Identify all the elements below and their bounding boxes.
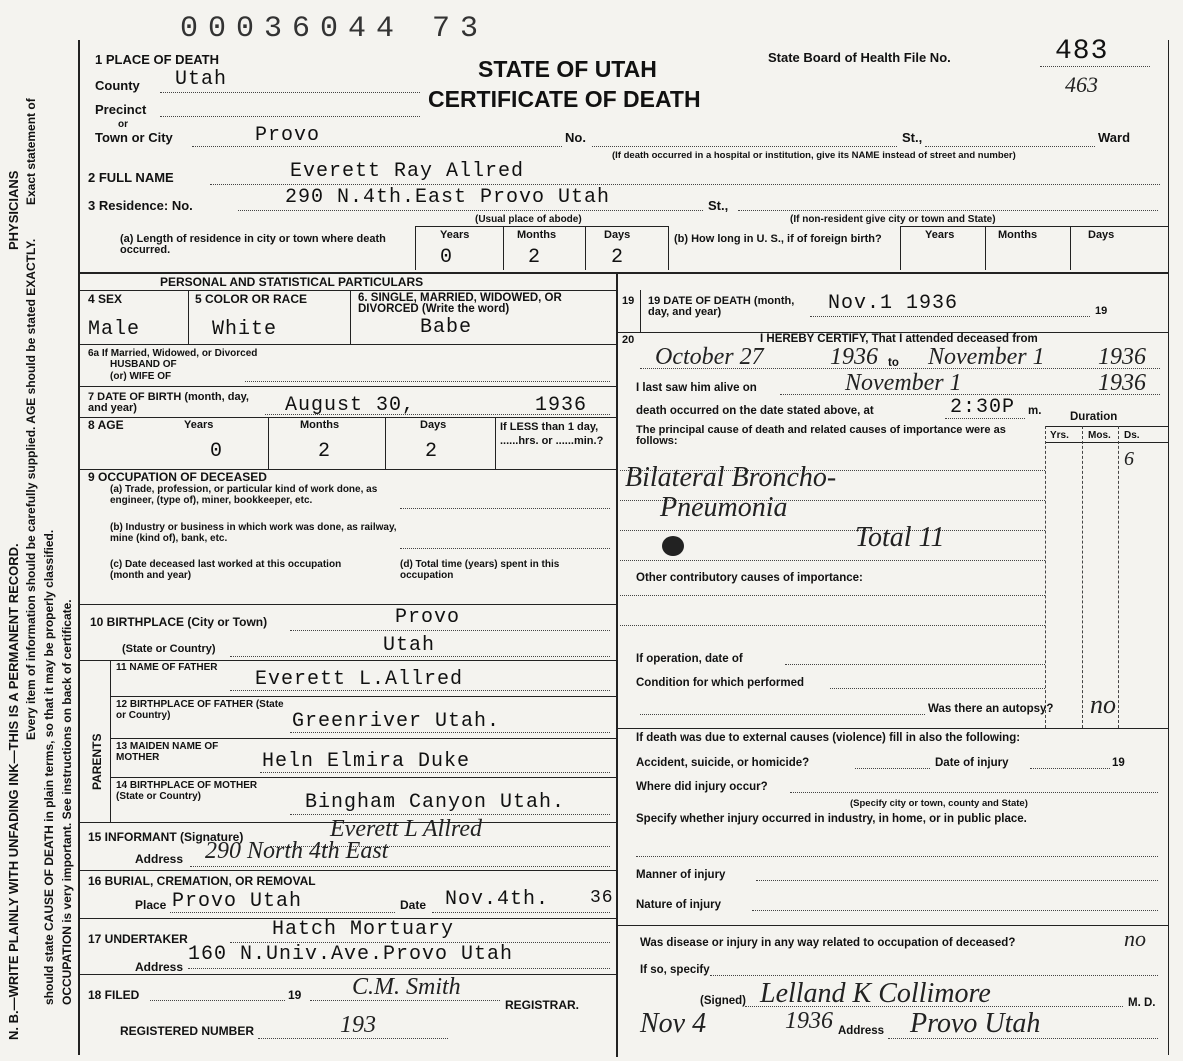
dod-label: 19 DATE OF DEATH (month, day, and year)	[648, 295, 795, 318]
occurred-label: death occurred on the date stated above, at	[636, 405, 874, 417]
occupation-a-label: (a) Trade, profession, or particular kind of work done, as engineer, (type of), miner, bookkeeper, etc.	[110, 484, 378, 506]
parents-label: PARENTS	[90, 733, 104, 790]
duration-mos-label: Mos.	[1088, 430, 1111, 441]
last-saw-value: November 1	[845, 370, 962, 396]
nature-label: Nature of injury	[636, 899, 721, 911]
duration-yrs-label: Yrs.	[1050, 430, 1069, 441]
age-days-value: 2	[425, 440, 439, 463]
place-of-death-label: 1 PLACE OF DEATH	[95, 52, 219, 67]
frame-right	[1168, 40, 1169, 1055]
town-st-label: St.,	[902, 130, 923, 145]
spouse-label-2: HUSBAND OF	[110, 359, 177, 370]
board-file-number: 483	[1055, 36, 1109, 67]
burial-year-value: 36	[590, 888, 614, 908]
cause-label: The principal cause of death and related causes of importance were as follows:	[636, 424, 1006, 447]
autopsy-label: Was there an autopsy?	[928, 703, 1054, 715]
margin-note-1b: PHYSICIANS	[6, 170, 21, 250]
full-name-label: 2 FULL NAME	[88, 170, 174, 185]
margin-note-2: Every item of information should be carefully supplied. AGE should be stated EXACTLY.	[24, 238, 38, 740]
occupation-label: 9 OCCUPATION OF DECEASED	[88, 470, 267, 484]
county-label: County	[95, 78, 140, 93]
us-residence-label: (b) How long in U. S., if of foreign birth?	[674, 233, 882, 245]
mother-birthplace-label: 14 BIRTHPLACE OF MOTHER (State or Country)	[116, 780, 258, 802]
res-months-label: Months	[517, 229, 557, 241]
board-file-label: State Board of Health File No.	[768, 50, 951, 65]
ink-blot	[662, 536, 684, 556]
duration-ds-value: 6	[1124, 448, 1134, 470]
filed-label: 18 FILED	[88, 988, 140, 1002]
hospital-note: (If death occurred in a hospital or institution, give its NAME instead of street and number)	[612, 150, 1016, 161]
occupation-b-label: (b) Industry or business in which work was done, as railway, mine (kind of), bank, etc.	[110, 522, 397, 544]
undertaker-label: 17 UNDERTAKER	[88, 932, 188, 946]
us-days-label: Days	[1088, 229, 1115, 241]
manner-label: Manner of injury	[636, 869, 726, 881]
margin-note-4: OCCUPATION is very important. See instructions on back of certificate.	[60, 599, 74, 1005]
operation-label: If operation, date of	[636, 653, 743, 665]
dob-value: August 30,	[285, 394, 416, 417]
sex-label: 4 SEX	[88, 292, 123, 306]
color-label: 5 COLOR OR RACE	[195, 292, 308, 306]
undertaker-value: Hatch Mortuary	[272, 918, 455, 941]
last-saw-year: 1936	[1098, 370, 1146, 396]
less-than-day-label: If LESS than 1 day, ......hrs. or ......min.?	[500, 421, 604, 447]
cause-1: Bilateral Broncho-	[625, 462, 837, 493]
birthplace-state-value: Utah	[383, 634, 436, 657]
full-name-value: Everett Ray Allred	[290, 160, 525, 183]
board-file-number-handwritten: 463	[1065, 72, 1098, 97]
dob-label: 7 DATE OF BIRTH (month, day, and year)	[88, 391, 249, 414]
birthplace-label: 10 BIRTHPLACE (City or Town)	[90, 615, 268, 629]
informant-address: 290 North 4th East	[205, 838, 389, 864]
state-title: STATE OF UTAH	[478, 56, 657, 82]
registrar-signature: C.M. Smith	[352, 974, 461, 1000]
burial-date-value: Nov.4th.	[445, 888, 550, 911]
father-birthplace-label: 12 BIRTHPLACE OF FATHER (State or Country)	[116, 699, 284, 721]
father-value: Everett L.Allred	[255, 668, 464, 691]
res-days-label: Days	[604, 229, 631, 241]
occupation-related-value: no	[1124, 926, 1146, 951]
age-label: 8 AGE	[88, 418, 124, 432]
margin-note-3: should state CAUSE OF DEATH in plain terms, so that it may be properly classified.	[42, 529, 56, 1005]
industry-label: Specify whether injury occurred in industry, in home, or in public place.	[636, 813, 1027, 825]
cause-3: Total 11	[855, 522, 945, 553]
filed-nineteen: 19	[288, 988, 302, 1002]
attend-to: November 1	[928, 344, 1045, 370]
autopsy-value: no	[1090, 690, 1116, 719]
attend-to-label: to	[888, 357, 899, 369]
injury-date-label: Date of injury	[935, 757, 1009, 769]
mother-label: 13 MAIDEN NAME OF MOTHER	[116, 741, 219, 763]
sex-value: Male	[88, 318, 141, 341]
certificate-stamp-number: 00036044 73	[180, 12, 489, 46]
res-days-value: 2	[611, 246, 625, 269]
informant-signature: Everett L Allred	[330, 816, 482, 842]
registered-number-label: REGISTERED NUMBER	[120, 1024, 255, 1038]
personal-header: PERSONAL AND STATISTICAL PARTICULARS	[160, 275, 424, 289]
or-label: or	[118, 119, 128, 130]
town-no-label: No.	[565, 130, 586, 145]
margin-note-1: N. B.—WRITE PLAINLY WITH UNFADING INK—THIS IS A PERMANENT RECORD.	[6, 543, 21, 1040]
registrar-label: REGISTRAR.	[505, 998, 580, 1012]
occupation-related-label: Was disease or injury in any way related to occupation of deceased?	[640, 937, 1016, 949]
age-months-label: Months	[300, 419, 340, 431]
dod-nineteen: 19	[1095, 305, 1108, 317]
external-label: If death was due to external causes (violence) fill in also the following:	[636, 732, 1021, 744]
residence-length-label: (a) Length of residence in city or town where death occurred.	[120, 233, 386, 256]
burial-place-value: Provo Utah	[172, 890, 303, 913]
precinct-label: Precinct	[95, 102, 147, 117]
res-years-label: Years	[440, 229, 470, 241]
informant-label: 15 INFORMANT (Signature)	[88, 830, 244, 844]
specify-city-note: (Specify city or town, county and State)	[850, 798, 1028, 809]
last-saw-label: I last saw him alive on	[636, 382, 757, 394]
accident-label: Accident, suicide, or homicide?	[636, 757, 810, 769]
certify-num: 20	[622, 334, 635, 346]
occupation-c-label: (c) Date deceased last worked at this occupation (month and year)	[110, 559, 342, 581]
color-value: White	[212, 318, 278, 341]
res-months-value: 2	[528, 246, 542, 269]
age-months-value: 2	[318, 440, 332, 463]
time-m-label: m.	[1028, 405, 1042, 417]
where-injury-label: Where did injury occur?	[636, 781, 768, 793]
burial-label: 16 BURIAL, CREMATION, OR REMOVAL	[88, 874, 316, 888]
father-label: 11 NAME OF FATHER	[116, 662, 218, 673]
burial-place-label: Place	[135, 898, 167, 912]
undertaker-address-label: Address	[135, 960, 184, 974]
age-days-label: Days	[420, 419, 447, 431]
attend-to-year: 1936	[1098, 344, 1146, 370]
undertaker-address: 160 N.Univ.Ave.Provo Utah	[188, 943, 514, 966]
margin-note-2b: Exact statement of	[24, 98, 38, 205]
occupation-d-label: (d) Total time (years) spent in this occupation	[400, 559, 560, 581]
duration-ds-label: Ds.	[1124, 430, 1140, 441]
dod-num: 19	[622, 295, 635, 307]
duration-label: Duration	[1070, 411, 1118, 423]
signed-label: (Signed)	[700, 995, 746, 1007]
physician-address: Provo Utah	[910, 1008, 1041, 1039]
age-years-label: Years	[184, 419, 214, 431]
burial-date-label: Date	[400, 898, 427, 912]
specify-label: If so, specify	[640, 964, 710, 976]
birthplace-state-label: (State or Country)	[122, 643, 216, 655]
us-months-label: Months	[998, 229, 1038, 241]
certificate-title: CERTIFICATE OF DEATH	[428, 86, 701, 112]
res-years-value: 0	[440, 246, 454, 269]
spouse-label-1: 6a If Married, Widowed, or Divorced	[88, 348, 258, 359]
physician-address-label: Address	[838, 1025, 885, 1037]
cause-2: Pneumonia	[660, 492, 788, 523]
time-value: 2:30P	[950, 396, 1016, 419]
birthplace-value: Provo	[395, 606, 461, 629]
attend-from-year: 1936	[830, 344, 878, 370]
physician-signature: Lelland K Collimore	[760, 978, 991, 1009]
condition-label: Condition for which performed	[636, 677, 805, 689]
dob-year: 1936	[535, 394, 588, 417]
county-value: Utah	[175, 68, 228, 91]
dod-value: Nov.1 1936	[828, 292, 959, 315]
nonresident-note: (If non-resident give city or town and State)	[790, 214, 996, 225]
usual-abode-note: (Usual place of abode)	[475, 214, 582, 225]
us-years-label: Years	[925, 229, 955, 241]
mother-value: Heln Elmira Duke	[262, 750, 471, 773]
ward-label: Ward	[1098, 130, 1131, 145]
mother-birthplace-value: Bingham Canyon Utah.	[305, 791, 566, 814]
registered-number-value: 193	[340, 1012, 376, 1038]
town-value: Provo	[255, 124, 321, 147]
contributory-label: Other contributory causes of importance:	[636, 572, 863, 584]
signed-year: 1936	[785, 1008, 833, 1034]
injury-nineteen: 19	[1112, 757, 1125, 769]
residence-st-label: St.,	[708, 198, 729, 213]
md-label: M. D.	[1128, 997, 1156, 1009]
center-divider	[616, 272, 618, 1057]
father-birthplace-value: Greenriver Utah.	[292, 710, 501, 733]
marital-value: Babe	[420, 316, 473, 339]
marital-label: 6. SINGLE, MARRIED, WIDOWED, OR DIVORCED (Write the word)	[358, 292, 562, 315]
town-label: Town or City	[95, 130, 173, 145]
signed-date: Nov 4	[640, 1008, 707, 1039]
informant-address-label: Address	[135, 852, 184, 866]
attend-from: October 27	[655, 344, 764, 370]
residence-label: 3 Residence: No.	[88, 198, 193, 213]
spouse-label-3: (or) WIFE OF	[110, 371, 172, 382]
age-years-value: 0	[210, 440, 224, 463]
frame-left	[78, 40, 80, 1055]
certify-label: I HEREBY CERTIFY, That I attended deceased from	[760, 333, 1038, 345]
residence-value: 290 N.4th.East Provo Utah	[285, 186, 611, 209]
